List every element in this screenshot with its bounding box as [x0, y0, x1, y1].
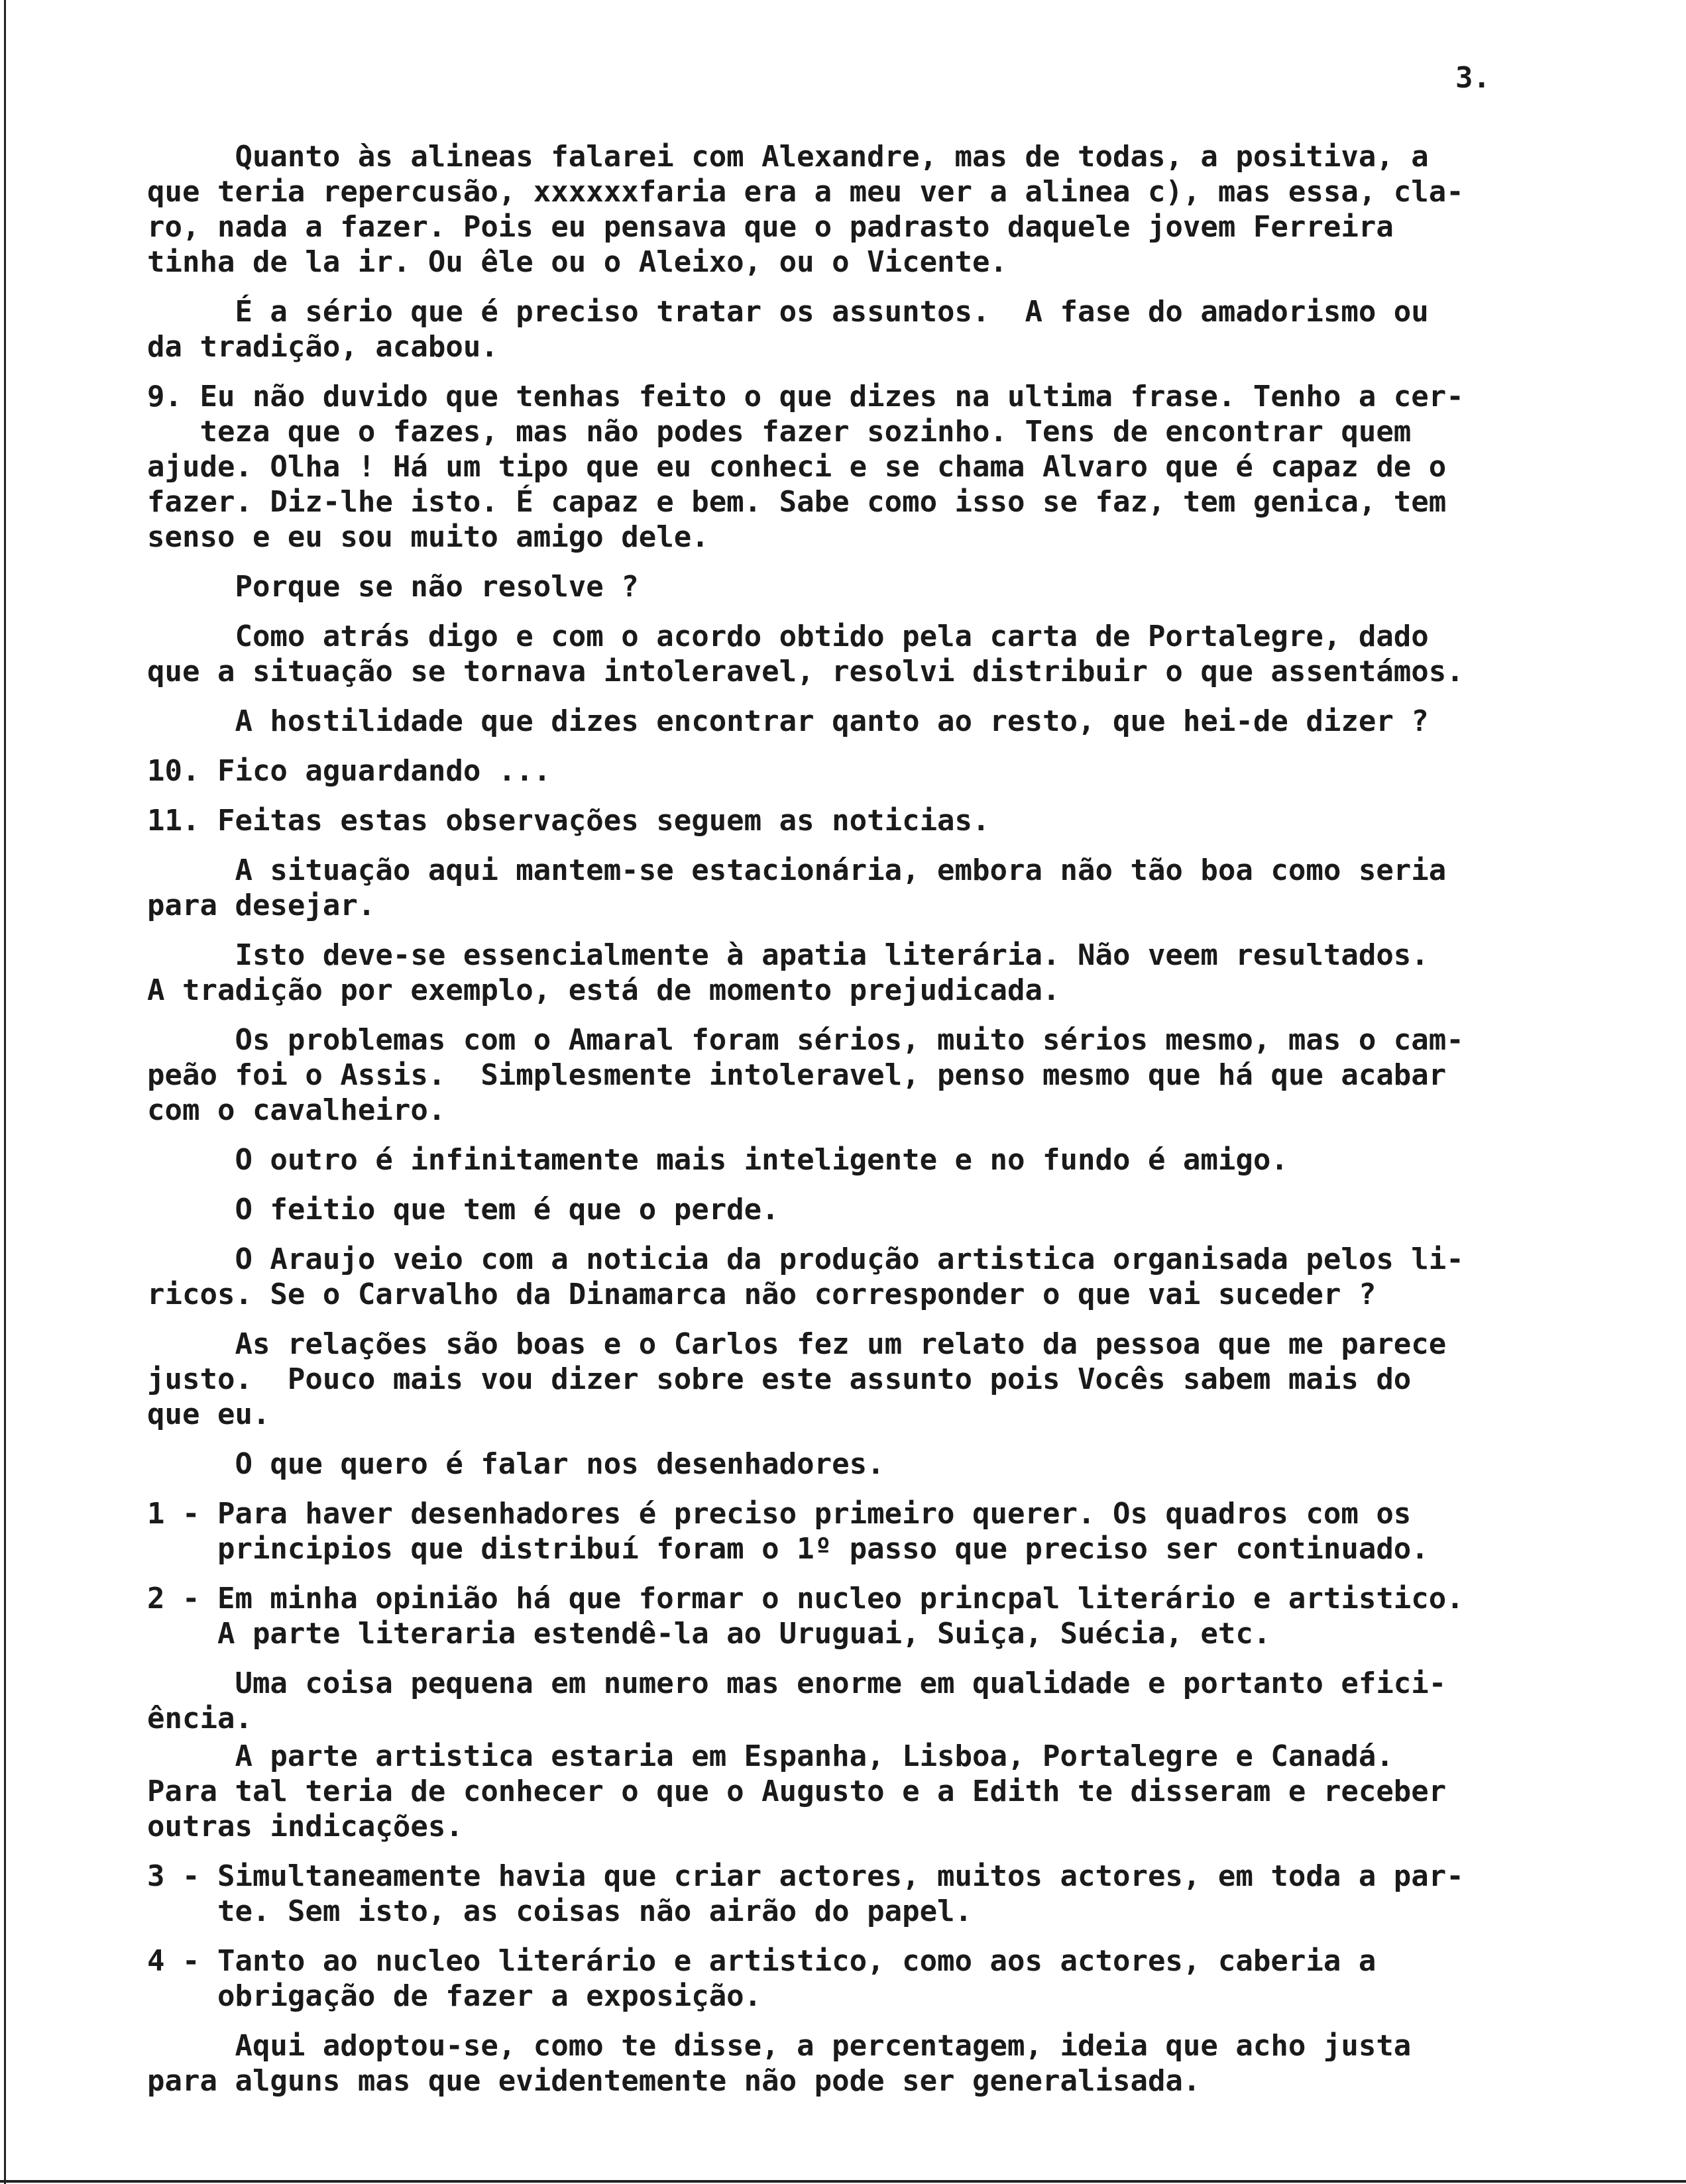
text-line: que teria repercusão, xxxxxxfaria era a meu ver a alinea c), mas essa, cla- — [147, 175, 1464, 209]
text-line: principios que distribuí foram o 1º passo que preciso ser continuado. — [147, 1532, 1429, 1566]
text-line: Para tal teria de conhecer o que o Augusto e a Edith te disseram e receber — [147, 1774, 1447, 1808]
text-line: teza que o fazes, mas não podes fazer sozinho. Tens de encontrar quem — [147, 415, 1412, 449]
page-bottom-edge — [0, 2180, 1686, 2183]
text-line: que eu. — [147, 1397, 270, 1431]
text-line: O Araujo veio com a noticia da produção artistica organisada pelos li- — [147, 1242, 1464, 1276]
paragraph — [147, 1192, 1618, 1227]
paragraph — [147, 704, 1618, 739]
text-line: É a sério que é preciso tratar os assuntos. A fase do amadorismo ou — [147, 295, 1429, 329]
text-line: ricos. Se o Carvalho da Dinamarca não corresponder o que vai suceder ? — [147, 1278, 1377, 1311]
page-left-edge — [4, 0, 6, 2184]
paragraph — [147, 1581, 1618, 1651]
text-line: justo. Pouco mais vou dizer sobre este assunto pois Vocês sabem mais do — [147, 1362, 1412, 1396]
text-line: com o cavalheiro. — [147, 1093, 446, 1127]
paragraph — [147, 1739, 1618, 1844]
paragraph — [147, 1666, 1618, 1736]
text-line: para desejar. — [147, 889, 376, 922]
text-line: Aqui adoptou-se, como te disse, a percentagem, ideia que acho justa — [147, 2029, 1412, 2063]
text-line: A tradição por exemplo, está de momento prejudicada. — [147, 973, 1060, 1007]
text-line: O feitio que tem é que o perde. — [147, 1193, 779, 1227]
paragraph — [147, 1142, 1618, 1177]
text-line: peão foi o Assis. Simplesmente intoleravel, penso mesmo que há que acabar — [147, 1058, 1447, 1092]
text-line: Isto deve-se essencialmente à apatia literária. Não veem resultados. — [147, 938, 1429, 972]
text-line: Quanto às alineas falarei com Alexandre, mas de todas, a positiva, a — [147, 140, 1429, 174]
text-line: 9. Eu não duvido que tenhas feito o que dizes na ultima frase. Tenho a cer- — [147, 380, 1464, 413]
paragraph — [147, 1447, 1618, 1482]
text-line: outras indicações. — [147, 1810, 463, 1843]
paragraph — [147, 619, 1618, 689]
text-line: 10. Fico aguardando ... — [147, 754, 551, 788]
text-line: 4 - Tanto ao nucleo literário e artistico, como aos actores, caberia a — [147, 1944, 1377, 1978]
text-line: fazer. Diz-lhe isto. É capaz e bem. Sabe como isso se faz, tem genica, tem — [147, 485, 1447, 519]
paragraph — [147, 1327, 1618, 1432]
paragraph — [147, 294, 1618, 364]
text-line: da tradição, acabou. — [147, 330, 498, 364]
text-line: O que quero é falar nos desenhadores. — [147, 1447, 885, 1481]
text-line: Porque se não resolve ? — [147, 570, 639, 604]
text-line: Os problemas com o Amaral foram sérios, muito sérios mesmo, mas o cam- — [147, 1023, 1464, 1057]
text-line: A parte literaria estendê-la ao Uruguai, Suiça, Suécia, etc. — [147, 1617, 1271, 1651]
text-line: tinha de la ir. Ou êle ou o Aleixo, ou o Vicente. — [147, 245, 1008, 279]
paragraph — [147, 753, 1618, 789]
text-line: ência. — [147, 1702, 253, 1735]
text-line: 1 - Para haver desenhadores é preciso primeiro querer. Os quadros com os — [147, 1497, 1412, 1531]
text-line: 2 - Em minha opinião há que formar o nucleo princpal literário e artistico. — [147, 1582, 1464, 1615]
paragraph — [147, 139, 1618, 280]
text-line: ajude. Olha ! Há um tipo que eu conheci e se chama Alvaro que é capaz de o — [147, 450, 1447, 484]
paragraph — [147, 853, 1618, 923]
paragraph — [147, 1943, 1618, 2014]
text-line: A situação aqui mantem-se estacionária, embora não tão boa como seria — [147, 853, 1447, 887]
text-line: A hostilidade que dizes encontrar qanto ao resto, que hei-de dizer ? — [147, 704, 1429, 738]
text-line: 3 - Simultaneamente havia que criar actores, muitos actores, em toda a par- — [147, 1859, 1464, 1893]
paragraph — [147, 1022, 1618, 1128]
text-line: As relações são boas e o Carlos fez um relato da pessoa que me parece — [147, 1327, 1447, 1361]
text-line: O outro é infinitamente mais inteligente e no fundo é amigo. — [147, 1143, 1288, 1177]
paragraph — [147, 1242, 1618, 1312]
text-line: 11. Feitas estas observações seguem as noticias. — [147, 804, 990, 838]
paragraph — [147, 803, 1618, 838]
page-number: 3. — [1455, 61, 1490, 95]
text-line: te. Sem isto, as coisas não airão do papel. — [147, 1894, 973, 1928]
text-line: senso e eu sou muito amigo dele. — [147, 520, 709, 554]
paragraph — [147, 1496, 1618, 1566]
paragraph — [147, 938, 1618, 1008]
paragraph — [147, 1859, 1618, 1929]
text-line: Como atrás digo e com o acordo obtido pela carta de Portalegre, dado — [147, 620, 1429, 653]
text-line: ro, nada a fazer. Pois eu pensava que o padrasto daquele jovem Ferreira — [147, 210, 1394, 244]
paragraph — [147, 2028, 1618, 2099]
text-line: A parte artistica estaria em Espanha, Lisboa, Portalegre e Canadá. — [147, 1739, 1394, 1773]
text-line: obrigação de fazer a exposição. — [147, 1979, 762, 2013]
paragraph — [147, 379, 1618, 555]
text-line: que a situação se tornava intoleravel, resolvi distribuir o que assentámos. — [147, 655, 1464, 688]
paragraph — [147, 569, 1618, 604]
text-line: Uma coisa pequena em numero mas enorme em qualidade e portanto efici- — [147, 1666, 1447, 1700]
letter-body — [147, 139, 1618, 2113]
text-line: para alguns mas que evidentemente não pode ser generalisada. — [147, 2064, 1201, 2098]
